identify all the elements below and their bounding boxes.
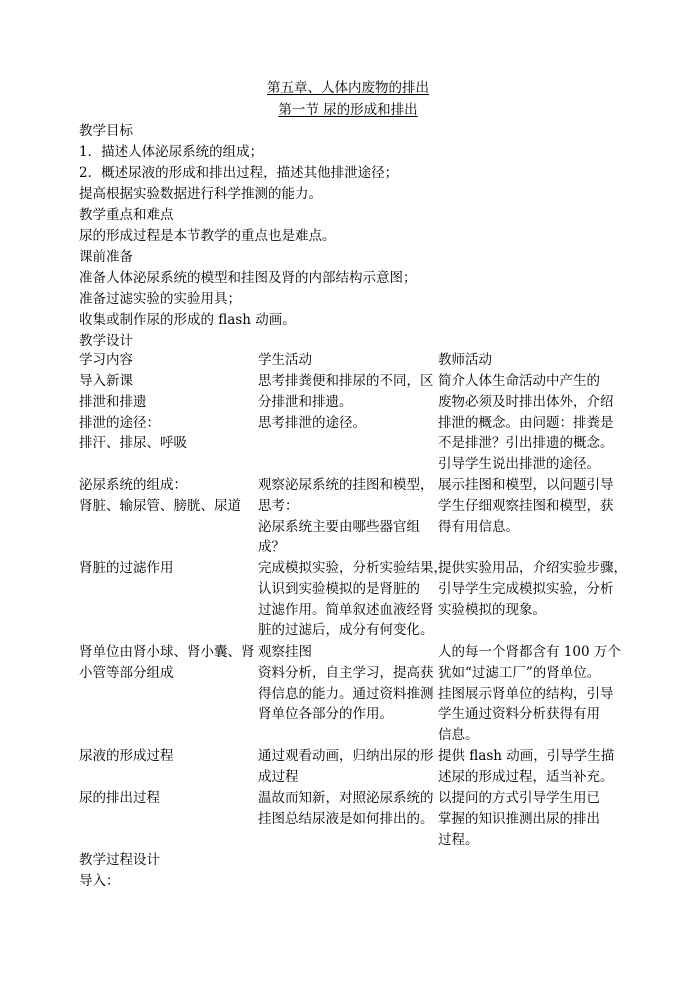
heading-objectives: 教学目标 [79,123,133,139]
table-cell-content: 导入新课 排泄和排遗 排泄的途径： 排汗、排尿、呼吸 [79,373,187,452]
table-cell-student: 通过观看动画，归纳出尿的形 成过程 [258,748,434,785]
table-cell-teacher: 提供 flash 动画，引导学生描 述尿的形成过程，适当补充。 [438,748,615,785]
table-cell-teacher: 以提问的方式引导学生用已 掌握的知识推测出尿的排出 过程。 [438,790,600,848]
column-header-teacher: 教师活动 [438,352,492,368]
table-cell-student: 温故而知新，对照泌尿系统的 挂图总结尿液是如何排出的。 [258,790,434,827]
preparation-item: 准备人体泌尿系统的模型和挂图及肾的内部结构示意图； [79,270,417,286]
column-header-student: 学生活动 [258,352,312,368]
intro-label: 导入： [79,873,120,889]
table-cell-content: 泌尿系统的组成： 肾脏、输尿管、膀胱、尿道 [79,477,241,514]
heading-process-design: 教学过程设计 [79,852,160,868]
table-cell-content: 肾脏的过滤作用 [79,560,174,576]
objective-item: 提高根据实验数据进行科学推测的能力。 [79,186,322,202]
table-cell-student: 完成模拟实验，分析实验结果， 认识到实验模拟的是肾脏的 过滤作用。简单叙述血液经肾 脏的过滤后，成分有何变化。 [258,560,447,639]
table-cell-student: 思考排粪便和排尿的不同，区 分排泄和排遗。 思考排泄的途径。 [258,373,434,431]
table-cell-content: 尿的排出过程 [79,790,160,806]
table-cell-student: 观察挂图 资料分析，自主学习，提高获 得信息的能力。通过资料推测 肾单位各部分的作用。 [258,644,434,723]
table-cell-teacher: 简介人体生命活动中产生的 废物必须及时排出体外，介绍 排泄的概念。由问题：排粪是 不是排泄？引出排遗的概念。 引导学生说出排泄的途径。 [438,373,614,473]
heading-key-points: 教学重点和难点 [79,207,174,223]
table-cell-teacher: 人的每一个肾都含有 100 万个 犹如“过滤工厂”的肾单位。 挂图展示肾单位的结构，引导 学生通过资料分析获得有用 信息。 [438,644,621,744]
objective-item: 2．概述尿液的形成和排出过程，描述其他排泄途径； [79,165,399,181]
chapter-title: 第五章、人体内废物的排出 [267,80,429,96]
table-cell-teacher: 提供实验用品，介绍实验步骤， 引导学生完成模拟实验，分析 实验模拟的现象。 [438,560,627,618]
heading-design: 教学设计 [79,333,133,349]
table-cell-student: 观察泌尿系统的挂图和模型， 思考： 泌尿系统主要由哪些器官组 成？ [258,477,434,556]
heading-preparation: 课前准备 [79,249,133,265]
table-cell-teacher: 展示挂图和模型，以问题引导 学生仔细观察挂图和模型，获 得有用信息。 [438,477,614,535]
table-cell-content: 肾单位由肾小球、肾小囊、肾 小管等部分组成 [79,644,255,681]
preparation-item: 准备过滤实验的实验用具； [79,291,241,307]
key-points-text: 尿的形成过程是本节教学的重点也是难点。 [79,228,336,244]
table-cell-content: 尿液的形成过程 [79,748,174,764]
column-header-content: 学习内容 [79,352,133,368]
preparation-item: 收集或制作尿的形成的 flash 动画。 [79,312,296,328]
section-title: 第一节 尿的形成和排出 [278,102,418,118]
objective-item: 1．描述人体泌尿系统的组成； [79,144,264,160]
